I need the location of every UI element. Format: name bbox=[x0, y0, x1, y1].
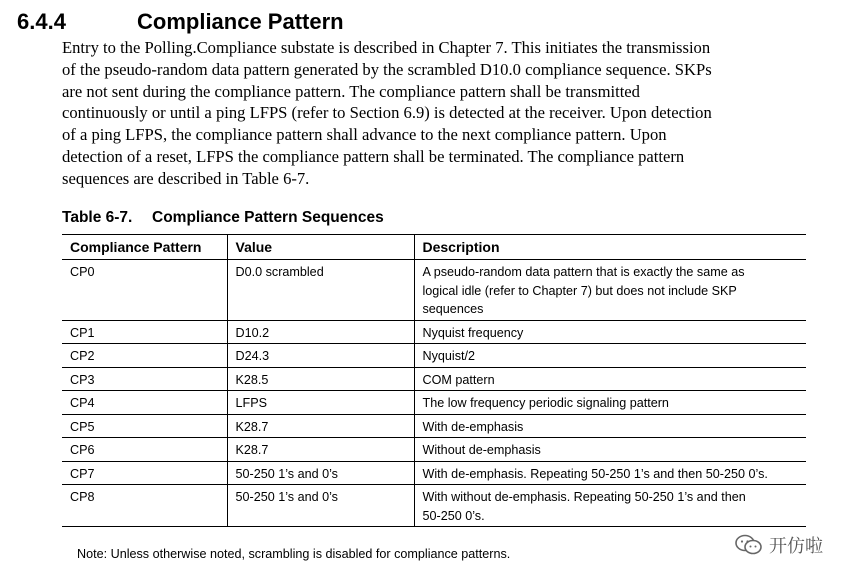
table-caption-number: Table 6-7. bbox=[62, 209, 133, 226]
section-number: 6.4.4 bbox=[17, 9, 66, 34]
description-line: Without de-emphasis bbox=[422, 443, 541, 457]
cell-pattern: CP1 bbox=[62, 320, 227, 344]
description-line: A pseudo-random data pattern that is exactly the same as bbox=[422, 265, 745, 279]
column-header-description: Description bbox=[414, 235, 806, 260]
description-line: The low frequency periodic signaling pattern bbox=[422, 396, 669, 410]
cell-pattern: CP4 bbox=[62, 391, 227, 415]
table-row bbox=[62, 260, 806, 321]
cell-description bbox=[414, 344, 806, 368]
table-note: Note: Unless otherwise noted, scrambling is disabled for compliance patterns. bbox=[77, 547, 511, 561]
compliance-pattern-table bbox=[62, 234, 806, 527]
table-row bbox=[62, 391, 806, 415]
column-header-value: Value bbox=[227, 235, 414, 260]
section-heading bbox=[17, 8, 344, 36]
cell-description bbox=[414, 414, 806, 438]
cell-value: D24.3 bbox=[227, 344, 414, 368]
paragraph-line: of a ping LFPS, the compliance pattern shall advance to the next compliance pattern. Upon bbox=[62, 125, 667, 145]
table-row bbox=[62, 344, 806, 368]
cell-pattern: CP3 bbox=[62, 367, 227, 391]
description-line: 50-250 0’s. bbox=[422, 508, 485, 523]
description-line: sequences bbox=[422, 302, 484, 316]
cell-value: D0.0 scrambled bbox=[227, 260, 414, 321]
cell-description bbox=[414, 485, 806, 527]
cell-value: 50-250 1’s and 0’s bbox=[227, 485, 414, 527]
section-title: Compliance Pattern bbox=[137, 9, 344, 34]
cell-description bbox=[414, 367, 806, 391]
table-caption-title: Compliance Pattern Sequences bbox=[152, 209, 384, 226]
table-row bbox=[62, 461, 806, 485]
description-line: Nyquist frequency bbox=[422, 325, 524, 340]
paragraph-line: are not sent during the compliance pattern. The compliance pattern shall be transmitted bbox=[62, 81, 640, 101]
table-row bbox=[62, 485, 806, 527]
watermark-text: 开仿啦 bbox=[769, 536, 823, 557]
description-line: Nyquist/2 bbox=[422, 349, 475, 363]
cell-description bbox=[414, 461, 806, 485]
watermark bbox=[735, 532, 823, 558]
cell-pattern: CP0 bbox=[62, 260, 227, 321]
table-row bbox=[62, 367, 806, 391]
cell-value: K28.5 bbox=[227, 367, 414, 391]
description-line: With de-emphasis. Repeating 50-250 1’s and then 50-250 0’s. bbox=[422, 466, 768, 481]
cell-pattern: CP5 bbox=[62, 414, 227, 438]
paragraph-line: sequences are described in Table 6-7. bbox=[62, 168, 310, 188]
column-header-pattern: Compliance Pattern bbox=[62, 235, 227, 260]
cell-description bbox=[414, 320, 806, 344]
table-caption bbox=[62, 208, 384, 228]
cell-pattern: CP6 bbox=[62, 438, 227, 462]
cell-value: D10.2 bbox=[227, 320, 414, 344]
cell-pattern: CP8 bbox=[62, 485, 227, 527]
cell-description bbox=[414, 391, 806, 415]
cell-description bbox=[414, 260, 806, 321]
paragraph-line: of the pseudo-random data pattern generated by the scrambled D10.0 compliance sequence. SKPs bbox=[62, 59, 712, 79]
table-header-row bbox=[62, 235, 806, 260]
table-row bbox=[62, 320, 806, 344]
description-line: logical idle (refer to Chapter 7) but does not include SKP bbox=[422, 283, 737, 298]
paragraph-line: continuously or until a ping LFPS (refer to Section 6.9) is detected at the receiver. Upon detection bbox=[62, 103, 712, 123]
cell-description bbox=[414, 438, 806, 462]
paragraph-line: detection of a reset, LFPS the compliance pattern shall be terminated. The compliance pattern bbox=[62, 146, 685, 166]
cell-value: 50-250 1’s and 0’s bbox=[227, 461, 414, 485]
description-line: With de-emphasis bbox=[422, 419, 524, 434]
description-line: COM pattern bbox=[422, 372, 495, 387]
description-line: With without de-emphasis. Repeating 50-250 1’s and then bbox=[422, 490, 746, 504]
cell-pattern: CP7 bbox=[62, 461, 227, 485]
table-row bbox=[62, 438, 806, 462]
paragraph-line: Entry to the Polling.Compliance substate is described in Chapter 7. This initiates the transmission bbox=[62, 38, 711, 57]
body-paragraph bbox=[62, 37, 822, 190]
cell-value: K28.7 bbox=[227, 438, 414, 462]
table-row bbox=[62, 414, 806, 438]
cell-pattern: CP2 bbox=[62, 344, 227, 368]
wechat-icon bbox=[735, 534, 763, 556]
cell-value: K28.7 bbox=[227, 414, 414, 438]
cell-value: LFPS bbox=[227, 391, 414, 415]
